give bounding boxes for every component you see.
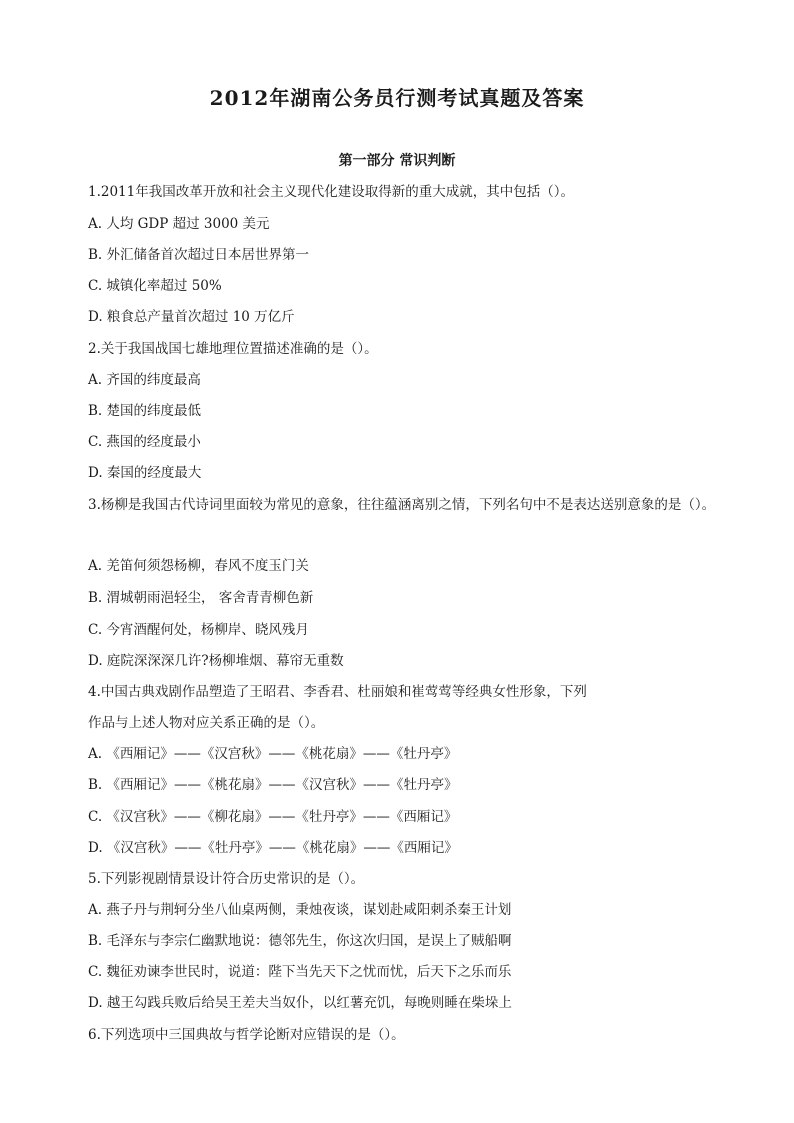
question-2-option-a: A. 齐国的纬度最高 [88, 372, 201, 388]
question-4-stem-line-2: 作品与上述人物对应关系正确的是（）。 [88, 715, 325, 731]
question-6-stem: 6.下列选项中三国典故与哲学论断对应错误的是（）。 [88, 1027, 405, 1043]
document-title: 2012年湖南公务员行测考试真题及答案 [209, 86, 585, 110]
section-heading: 第一部分 常识判断 [338, 153, 456, 169]
question-2-option-b: B. 楚国的纬度最低 [88, 403, 202, 419]
question-1-stem: 1.2011年我国改革开放和社会主义现代化建设取得新的重大成就，其中包括（）。 [88, 184, 574, 200]
question-1-option-c: C. 城镇化率超过 50% [88, 278, 222, 294]
question-2-stem: 2.关于我国战国七雄地理位置描述准确的是（）。 [88, 341, 378, 357]
question-4-option-a: A. 《西厢记》——《汉宫秋》——《桃花扇》——《牡丹亭》 [88, 746, 458, 762]
question-2-option-d: D. 秦国的经度最大 [88, 465, 202, 481]
question-4-option-d: D. 《汉宫秋》——《牡丹亭》——《桃花扇》——《西厢记》 [88, 840, 458, 856]
question-5-option-c: C. 魏征劝谏李世民时，说道：陛下当先天下之忧而忧，后天下之乐而乐 [88, 964, 512, 980]
question-1-option-d: D. 粮食总产量首次超过 10 万亿斤 [88, 309, 295, 325]
question-5-option-b: B. 毛泽东与李宗仁幽默地说：德邻先生，你这次归国，是误上了贼船啊 [88, 933, 512, 949]
question-1-option-b: B. 外汇储备首次超过日本居世界第一 [88, 247, 310, 263]
question-4-stem-line-1: 4.中国古典戏剧作品塑造了王昭君、李香君、杜丽娘和崔莺莺等经典女性形象，下列 [88, 684, 587, 700]
question-3-option-a: A. 羌笛何须怨杨柳，春风不度玉门关 [88, 558, 309, 574]
question-5-stem: 5.下列影视剧情景设计符合历史常识的是（）。 [88, 871, 365, 887]
question-5-option-a: A. 燕子丹与荆轲分坐八仙桌两侧，秉烛夜谈，谋划赴咸阳刺杀秦王计划 [88, 902, 512, 918]
question-5-option-d: D. 越王勾践兵败后给吴王差夫当奴仆，以红薯充饥，每晚则睡在柴垛上 [88, 995, 512, 1011]
question-3-option-d: D. 庭院深深深几许?杨柳堆烟、幕帘无重数 [88, 653, 344, 669]
question-1-option-a: A. 人均 GDP 超过 3000 美元 [88, 216, 270, 232]
question-4-option-c: C. 《汉宫秋》——《柳花扇》——《牡丹亭》——《西厢记》 [88, 809, 458, 825]
question-2-option-c: C. 燕国的经度最小 [88, 434, 201, 450]
question-3-stem: 3.杨柳是我国古代诗词里面较为常见的意象，往往蕴涵离别之情，下列名句中不是表达送别意象的是（）。 [88, 497, 716, 513]
question-4-option-b: B. 《西厢记》——《桃花扇》——《汉宫秋》——《牡丹亭》 [88, 777, 458, 793]
question-3-option-b: B. 渭城朝雨浥轻尘， 客舍青青柳色新 [88, 590, 314, 606]
question-3-option-c: C. 今宵酒醒何处，杨柳岸、晓风残月 [88, 622, 309, 638]
